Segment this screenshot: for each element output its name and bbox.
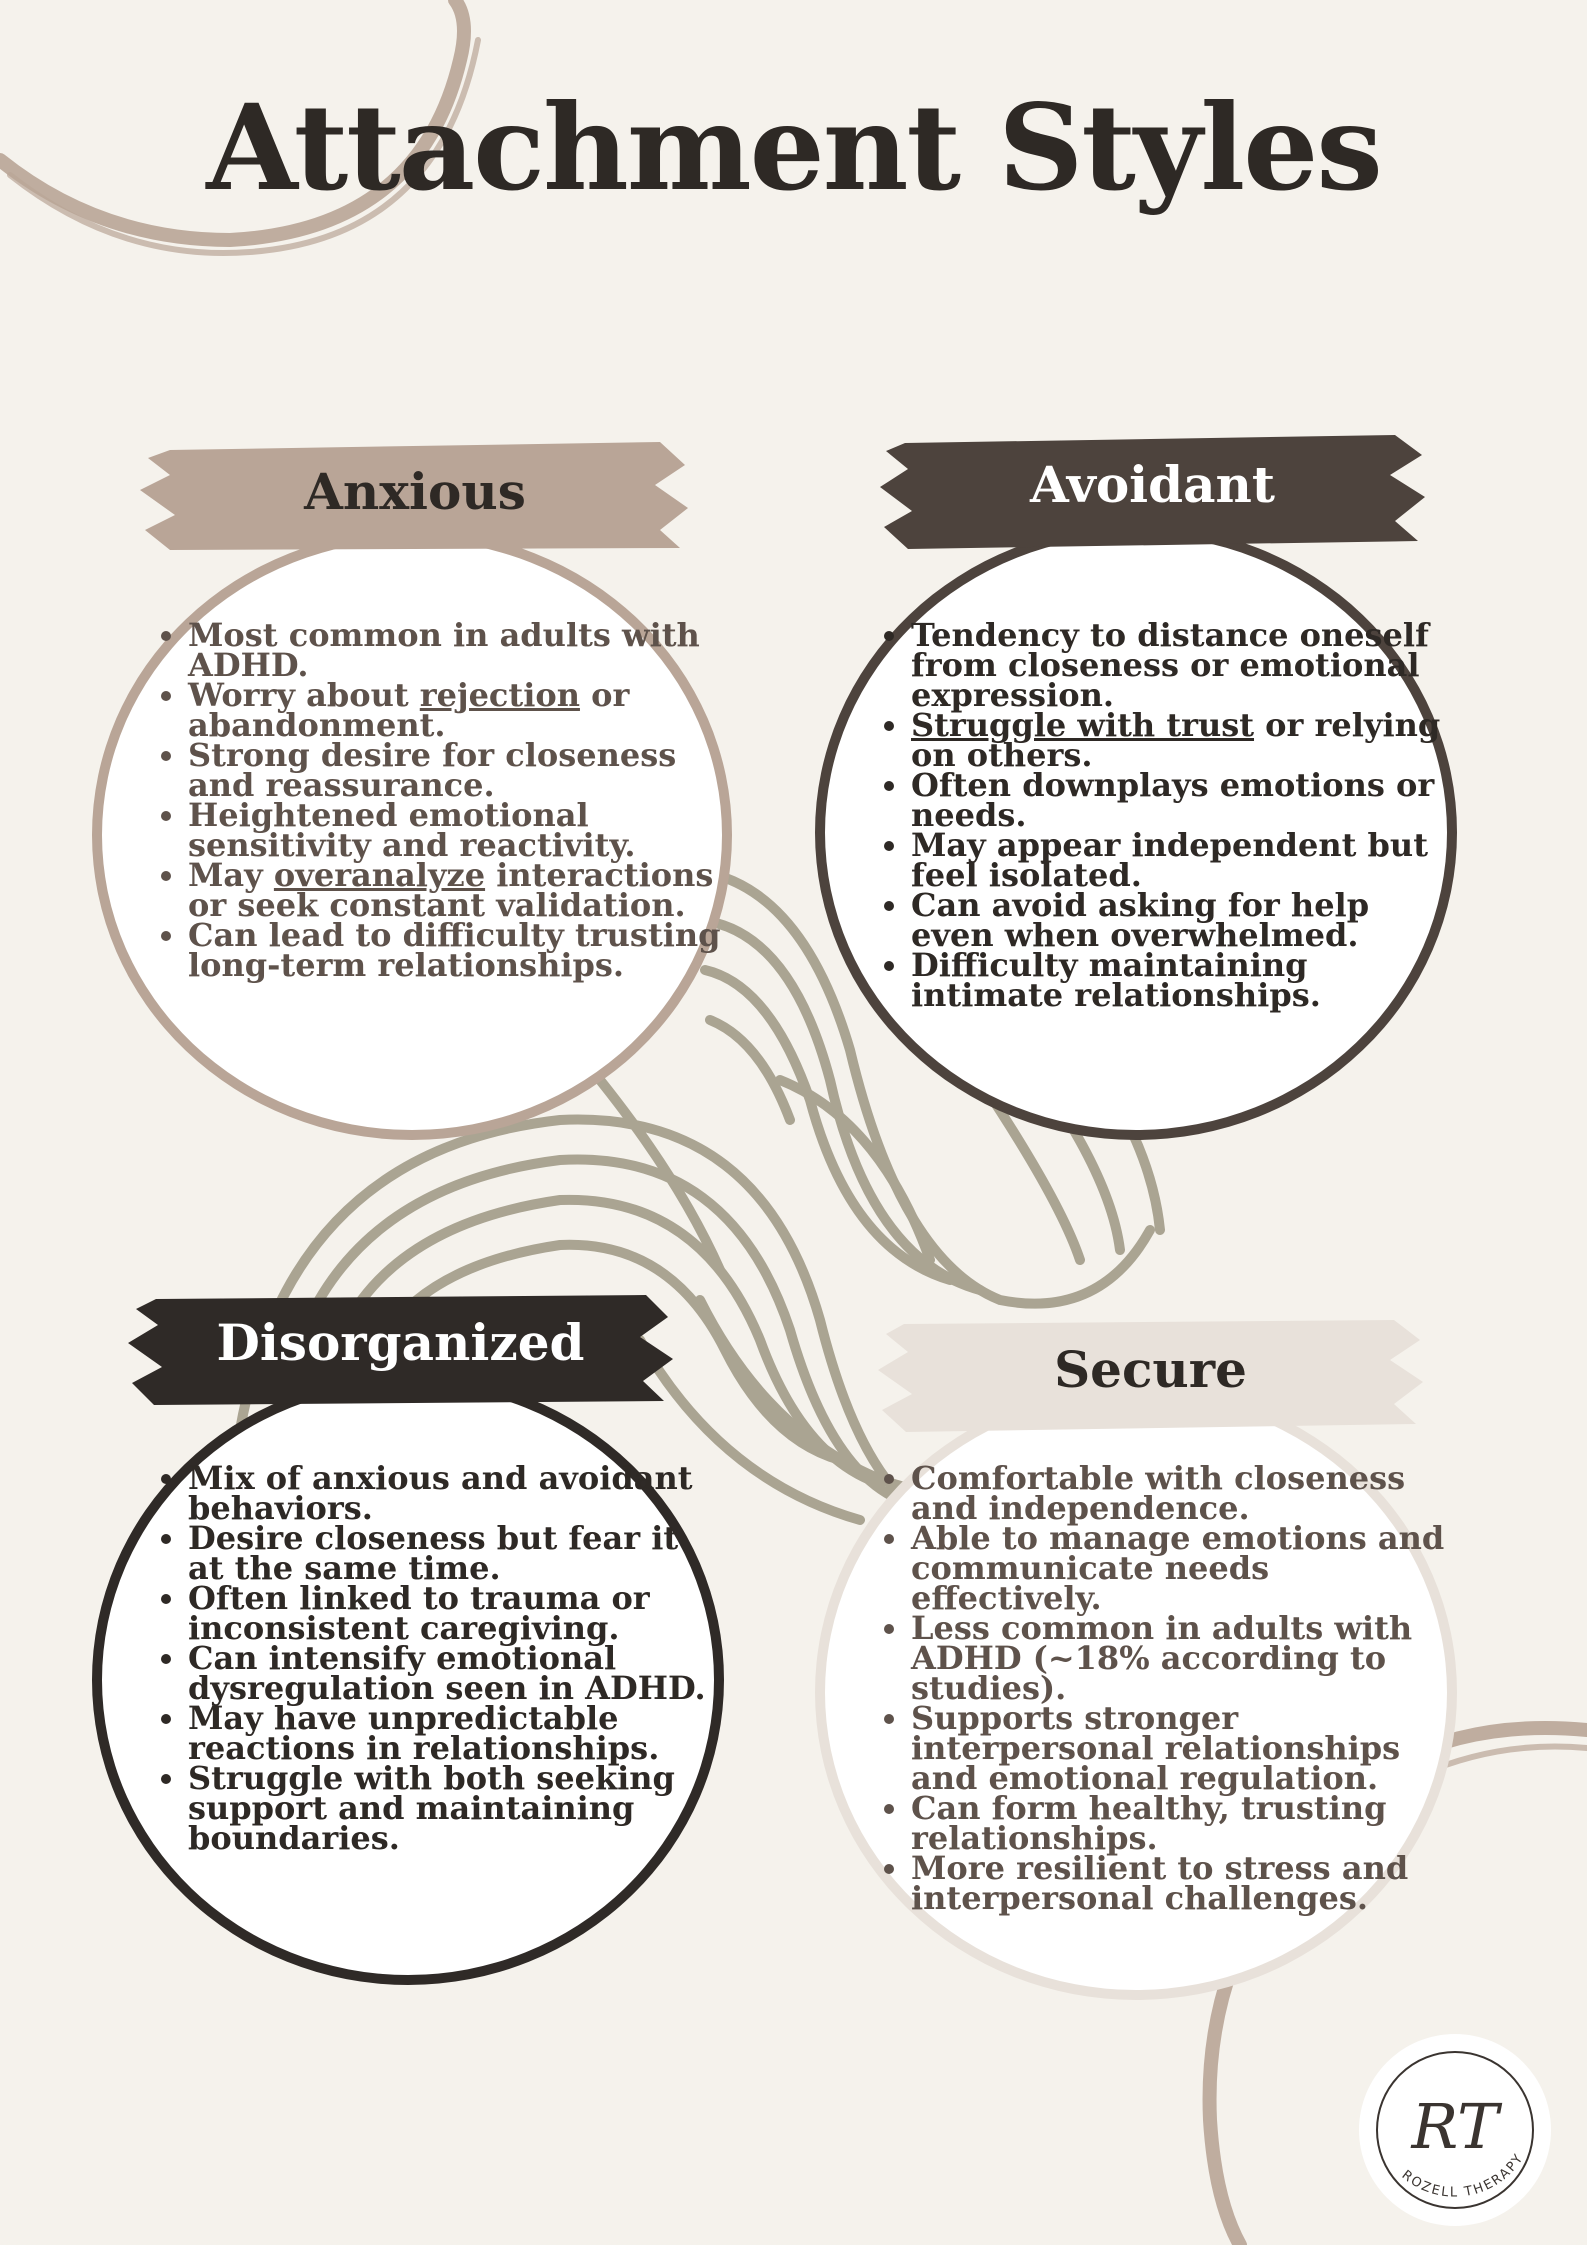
avoidant-list — [873, 616, 1459, 1014]
page-title: Attachment Styles — [206, 78, 1381, 217]
rejection-link[interactable]: rejection — [419, 676, 580, 714]
disorganized-brush-header — [128, 1283, 673, 1413]
list-item: • Able to manage emotions and communicate needs effectively. — [911, 1523, 1461, 1613]
list-item: • Can form healthy, trusting relationships. — [911, 1793, 1461, 1853]
list-item: • May have unpredictable reactions in relationships. — [188, 1703, 708, 1763]
list-item: • May overanalyze interactions or seek constant validation. — [188, 860, 728, 920]
list-item: • Can lead to difficulty trusting long-term relationships. — [188, 920, 728, 980]
anxious-list — [150, 616, 728, 984]
avoidant-brush-header — [880, 425, 1425, 555]
list-item: • Worry about rejection or abandonment. — [188, 680, 728, 740]
disorganized-list — [150, 1459, 708, 1857]
list-item: • Struggle with trust or relying on others. — [911, 710, 1459, 770]
list-item: • May appear independent but feel isolated. — [911, 830, 1459, 890]
list-item: • Often downplays emotions or needs. — [911, 770, 1459, 830]
list-item: • Heightened emotional sensitivity and reactivity. — [188, 800, 728, 860]
anxious-brush-header — [140, 430, 690, 560]
list-item: • Desire closeness but fear it at the same time. — [188, 1523, 708, 1583]
list-item: • Strong desire for closeness and reassurance. — [188, 740, 728, 800]
secure-brush-header — [878, 1308, 1423, 1438]
list-item: • Mix of anxious and avoidant behaviors. — [188, 1463, 708, 1523]
anxious-title: Anxious — [304, 462, 526, 521]
list-item: • More resilient to stress and interpersonal challenges. — [911, 1853, 1461, 1913]
secure-list — [873, 1459, 1461, 1917]
disorganized-title: Disorganized — [216, 1313, 585, 1372]
list-item: • Often linked to trauma or inconsistent caregiving. — [188, 1583, 708, 1643]
list-item: • Comfortable with closeness and independence. — [911, 1463, 1461, 1523]
list-item: • Supports stronger interpersonal relationships and emotional regulation. — [911, 1703, 1461, 1793]
struggle-with-trust-link[interactable]: Struggle with trust — [911, 706, 1255, 744]
logo-monogram: RT — [1411, 2090, 1499, 2163]
avoidant-title: Avoidant — [1030, 455, 1275, 514]
list-item: • Can intensify emotional dysregulation seen in ADHD. — [188, 1643, 708, 1703]
list-item: • Less common in adults with ADHD (~18% according to studies). — [911, 1613, 1461, 1703]
overanalyze-link[interactable]: overanalyze — [273, 856, 486, 894]
list-item: • Struggle with both seeking support and maintaining boundaries. — [188, 1763, 708, 1853]
logo-name-text: ROZELL THERAPY — [1398, 2150, 1528, 2201]
list-item: • Tendency to distance oneself from closeness or emotional expression. — [911, 620, 1459, 710]
list-item: • Can avoid asking for help even when overwhelmed. — [911, 890, 1459, 950]
rozell-therapy-logo — [1355, 2030, 1555, 2230]
secure-title: Secure — [1054, 1340, 1247, 1399]
list-item: • Most common in adults with ADHD. — [188, 620, 728, 680]
list-item: • Difficulty maintaining intimate relationships. — [911, 950, 1459, 1010]
